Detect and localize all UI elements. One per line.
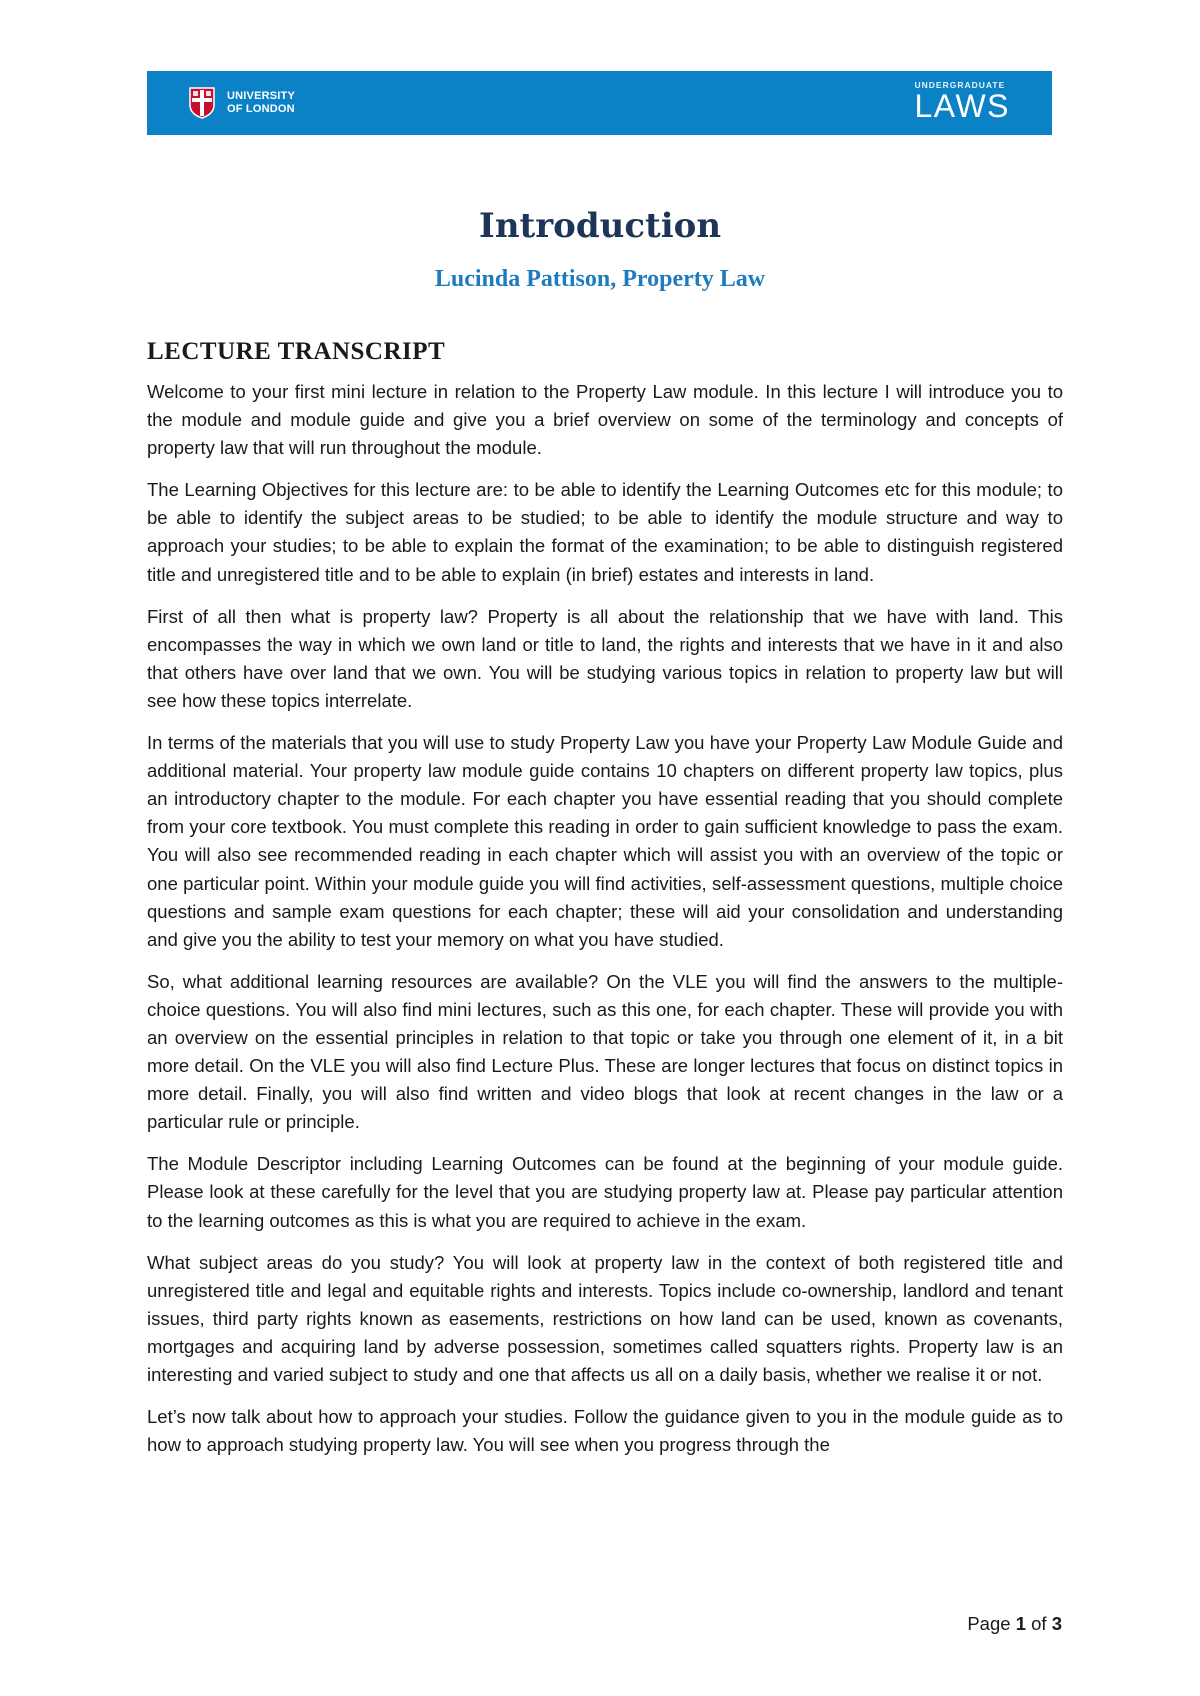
paragraph: So, what additional learning resources are available? On the VLE you will find the answers to the multiple-choice questions. You will also find mini lectures, such as this one, for each chapter. These will provide you with an overview on the essential principles in relation to that topic or take you through one element of it, in a bit more detail. On the VLE you will also find Lecture Plus. These are longer lectures that focus on distinct topics in more detail. Finally, you will also find written and video blogs that look at recent changes in the law or a particular rule or principle. [147, 970, 1063, 1133]
page-subtitle: Lucinda Pattison, Property Law [434, 266, 766, 292]
paragraph: In terms of the materials that you will use to study Property Law you have your Property Law Module Guide and additional material. Your property law module guide contains 10 chapters on different property law topics, plus an introductory chapter to the module. For each chapter you have essential reading that you should complete from your core textbook. You must complete this reading in order to gain sufficient knowledge to pass the exam. You will also see recommended reading in each chapter which will assist you with an overview of the topic or one particular point. Within your module guide you will find activities, self-assessment questions, multiple choice questions and sample exam questions for each chapter; these will aid your consolidation and understanding and give you the ability to test your memory on what you have studied. [147, 732, 1063, 950]
brand-right-small: UNDERGRADUATE [914, 80, 1006, 90]
header-banner [147, 71, 1052, 135]
current-page: 1 [1015, 1613, 1026, 1634]
university-crest-icon [189, 87, 215, 119]
page-number [967, 1613, 1062, 1635]
paragraph: The Module Descriptor including Learning Outcomes can be found at the beginning of your module guide. Please look at these carefully for the level that you are studying property law at. Please pay particular attention to the learning outcomes as this is what you are required to achieve in the exam. [147, 1153, 1063, 1231]
undergraduate-laws-logo [915, 80, 1011, 122]
university-of-london-logo [189, 85, 295, 121]
paragraph: Let’s now talk about how to approach your studies. Follow the guidance given to you in the module guide as to how to approach studying property law. You will see when you progress through the [147, 1406, 1063, 1456]
transcript-body [147, 378, 1063, 1473]
page-word: Page [967, 1613, 1011, 1634]
of-word: of [1031, 1613, 1047, 1634]
paragraph: What subject areas do you study? You will look at property law in the context of both registered title and unregistered title and legal and equitable rights and interests. Topics include co-ownership, landlord and tenant issues, third party rights known as easements, restrictions on how land can be used, known as covenants, mortgages and acquiring land by adverse possession, sometimes called squatters rights. Property law is an interesting and varied subject to study and one that affects us all on a daily basis, whether we realise it or not. [147, 1251, 1063, 1385]
page-title: Introduction [478, 206, 722, 246]
brand-left-line1: UNIVERSITY [227, 90, 296, 102]
section-heading: LECTURE TRANSCRIPT [147, 338, 446, 365]
paragraph: First of all then what is property law? Property is all about the relationship that we have with land. This encompasses the way in which we own land or title to land, the rights and interests that we have in it and also that others have over land that we own. You will be studying various topics in relation to property law but will see how these topics interrelate. [147, 605, 1063, 711]
paragraph: The Learning Objectives for this lecture are: to be able to identify the Learning Outcomes etc for this module; to be able to identify the subject areas to be studied; to be able to identify the module structure and way to approach your studies; to be able to explain the format of the examination; to be able to distinguish registered title and unregistered title and to be able to explain (in brief) estates and interests in land. [147, 479, 1063, 585]
brand-left-line2: OF LONDON [227, 103, 295, 115]
paragraph: Welcome to your first mini lecture in relation to the Property Law module. In this lecture I will introduce you to the module and module guide and give you a brief overview on some of the terminology and concepts of property law that will run throughout the module. [147, 381, 1063, 459]
brand-right-big: LAWS [914, 88, 1010, 124]
total-pages: 3 [1051, 1613, 1062, 1634]
